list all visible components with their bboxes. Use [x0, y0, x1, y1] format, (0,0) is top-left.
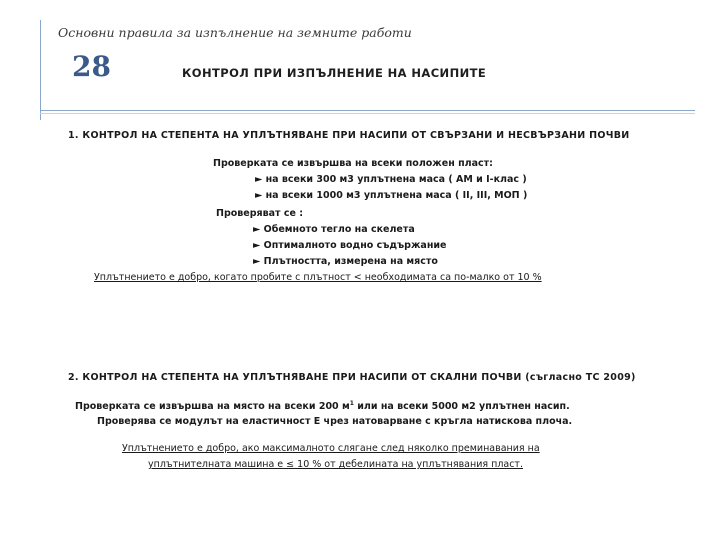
checked-item: ► Оптималното водно съдържание	[253, 240, 447, 251]
document-header-title: Основни правила за изпълнение на земните работи	[58, 25, 412, 40]
section-2-conclusion-line-1: Уплътнението е добро, ако максималното слягане след няколко преминавания на	[122, 443, 540, 454]
section-1-check-block	[213, 156, 527, 204]
section-2-body	[75, 396, 572, 429]
slide-number: 28	[72, 50, 111, 83]
check-item: ► на всеки 300 м3 уплътнена маса ( АМ и I-клас )	[255, 174, 527, 185]
section-2-line-1-part-2: или на всеки 5000 м2 уплътнен насип.	[353, 401, 570, 413]
check-item: ► на всеки 1000 м3 уплътнена маса ( II, III, МОП )	[255, 190, 528, 201]
section-2-conclusion	[122, 441, 540, 473]
section-2-conclusion-line-2: уплътнителната машина е ≤ 10 % от дебелината на уплътнявания пласт.	[148, 459, 523, 470]
checked-item: ► Обемното тегло на скелета	[253, 224, 415, 235]
section-1-heading: 1. КОНТРОЛ НА СТЕПЕНТА НА УПЛЪТНЯВАНЕ ПРИ НАСИПИ ОТ СВЪРЗАНИ И НЕСВЪРЗАНИ ПОЧВИ	[68, 130, 630, 141]
header-horizontal-rule-secondary	[40, 113, 695, 114]
section-2-line-1-superscript: 1	[349, 400, 354, 407]
section-2-heading: 2. КОНТРОЛ НА СТЕПЕНТА НА УПЛЪТНЯВАНЕ ПРИ НАСИПИ ОТ СКАЛНИ ПОЧВИ (съгласно ТС 2009)	[68, 372, 636, 383]
header-horizontal-rule	[40, 110, 695, 111]
checked-intro: Проверяват се :	[216, 208, 304, 219]
check-intro: Проверката се извършва на всеки положен пласт:	[213, 158, 493, 169]
checked-item: ► Плътността, измерена на място	[253, 256, 438, 267]
section-2-line-1-part-1: Проверката се извършва на място на всеки 200 м	[75, 401, 350, 413]
section-2-line-2: Проверява се модулът на еластичност Е чрез натоварване с кръгла натискова плоча.	[97, 416, 573, 428]
section-1-checked-block	[216, 206, 447, 270]
slide-title: КОНТРОЛ ПРИ ИЗПЪЛНЕНИЕ НА НАСИПИТЕ	[182, 66, 487, 80]
section-1-conclusion: Уплътнението е добро, когато пробите с плътност < необходимата са по-малко от 10 %	[94, 272, 542, 283]
section-2-line-1	[75, 396, 572, 414]
header-vertical-rule	[40, 20, 41, 120]
